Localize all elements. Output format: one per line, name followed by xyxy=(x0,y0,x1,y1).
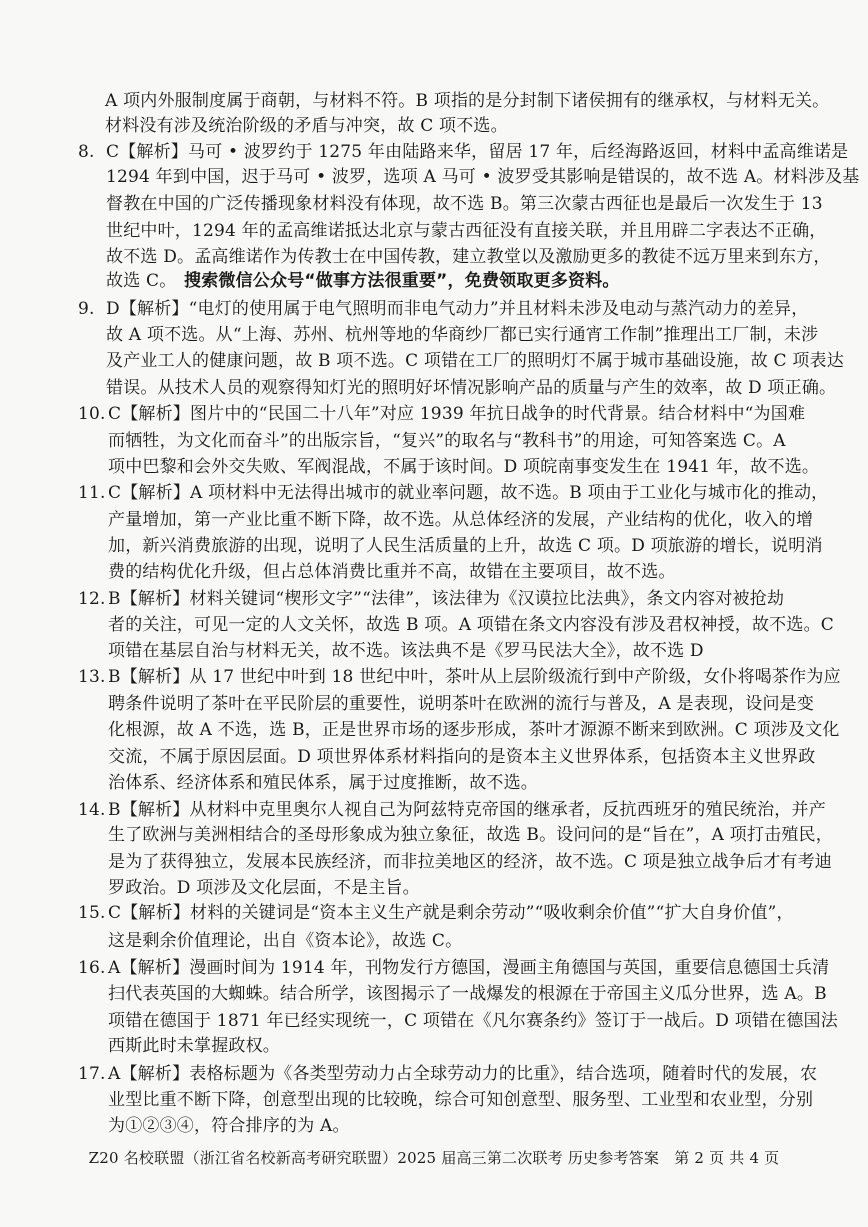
text-line: 1294 年到中国，迟于马可 • 波罗，选项 A 马可 • 波罗受其影响是错误的，故不选 A。材料涉及基 xyxy=(106,167,860,187)
question-number: 12. xyxy=(78,589,106,609)
question-number: 9. xyxy=(78,299,95,319)
text-line: 故 A 项不选。从“上海、苏州、杭州等地的华商纱厂都已实行通宵工作制”推理出工厂制，未涉 xyxy=(106,325,819,345)
text-line: 业型比重不断下降，创意型出现的比较晚，综合可知创意型、服务型、工业型和农业型，分别 xyxy=(108,1090,814,1110)
text-line: 及产业工人的健康问题，故 B 项不选。C 项错在工厂的照明灯不属于城市基础设施，故 C 项表达 xyxy=(106,351,844,371)
text-line: C【解析】A 项材料中无法得出城市的就业率问题，故不选。B 项由于工业化与城市化的推动， xyxy=(108,483,829,503)
text-line: 材料没有涉及统治阶级的矛盾与冲突，故 C 项不选。 xyxy=(105,116,508,136)
text-line: 而牺牲，为文化而奋斗”的出版宗旨，“复兴”的取名与“教科书”的用途，可知答案选 C。A xyxy=(108,431,786,451)
text-line: D【解析】“电灯的使用属于电气照明而非电气动力”并且材料未涉及电动与蒸汽动力的差异， xyxy=(106,299,809,319)
text-line: 这是剩余价值理论，出自《资本论》，故选 C。 xyxy=(108,931,463,951)
text-line: 罗政治。D 项涉及文化层面，不是主旨。 xyxy=(108,878,420,898)
text-line: C【解析】材料的关键词是“资本主义生产就是剩余劳动”“吸收剩余价值”“扩大自身价值”， xyxy=(108,903,794,923)
text-line: A【解析】表格标题为《各类型劳动力占全球劳动力的比重》，结合选项，随着时代的发展，农 xyxy=(108,1064,818,1084)
question-number: 11. xyxy=(78,483,106,503)
question-number: 13. xyxy=(78,667,106,687)
text-line: 交流，不属于原因层面。D 项世界体系材料指向的是资本主义世界体系，包括资本主义世界政 xyxy=(108,747,816,767)
question-number: 17. xyxy=(78,1064,106,1084)
text-line: B【解析】材料关键词“楔形文字”“法律”，该法律为《汉谟拉比法典》，条文内容对被抢劫 xyxy=(108,589,785,609)
text-line: C【解析】图片中的“民国二十八年”对应 1939 年抗日战争的时代背景。结合材料中“为国难 xyxy=(108,404,806,424)
text-line: 督教在中国的广泛传播现象材料没有体现，故不选 B。第三次蒙古西征也是最后一次发生于 13 xyxy=(106,194,823,214)
text-line: B【解析】从 17 世纪中叶到 18 世纪中叶，茶叶从上层阶级流行到中产阶级，女仆将喝茶作为应 xyxy=(108,667,841,687)
question-number: 15. xyxy=(78,903,106,923)
text-line: 治体系、经济体系和殖民体系，属于过度推断，故不选。 xyxy=(108,773,538,793)
page-footer: Z20 名校联盟（浙江省名校新高考研究联盟）2025 届高三第二次联考 历史参考答案 第 2 页 共 4 页 xyxy=(88,1149,780,1167)
question-number: 16. xyxy=(78,958,106,978)
text-line: 产量增加，第一产业比重不断下降，故不选。从总体经济的发展，产业结构的优化，收入的增 xyxy=(108,510,814,530)
text-line: 故选 C。 xyxy=(106,271,177,291)
text-line: 项错在基层自治与材料无关，故不选。该法典不是《罗马民法大全》，故不选 D xyxy=(108,641,704,661)
question-number: 10. xyxy=(78,404,106,424)
text-line: 费的结构优化升级，但占总体消费比重并不高，故错在主要项目，故不选。 xyxy=(108,562,676,582)
text-line: 错误。从技术人员的观察得知灯光的照明好坏情况影响产品的质量与产生的效率，故 D 项正确。 xyxy=(106,378,837,398)
text-line: C【解析】马可 • 波罗约于 1275 年由陆路来华，留居 17 年，后经海路返回，材料中孟高维诺是 xyxy=(106,142,849,162)
text-line: 世纪中叶，1294 年的孟高维诺抵达北京与蒙古西征没有直接关联，并且用辟二字表达不正确， xyxy=(106,221,827,241)
text-line: 为①②③④，符合排序的为 A。 xyxy=(108,1116,350,1136)
text-line: B【解析】从材料中克里奥尔人视自己为阿兹特克帝国的继承者，反抗西班牙的殖民统治，并产 xyxy=(108,800,826,820)
question-number: 8. xyxy=(78,142,95,162)
text-line: 项错在德国于 1871 年已经实现统一，C 项错在《凡尔赛条约》签订于一战后。D 项错在德国法 xyxy=(108,1011,838,1031)
text-line: 西斯此时未掌握政权。 xyxy=(108,1036,280,1056)
text-line: 聘条件说明了茶叶在平民阶层的重要性，说明茶叶在欧洲的流行与普及，A 是表现，设问是变 xyxy=(108,694,815,714)
text-line: 生了欧洲与美洲相结合的圣母形象成为独立象征，故选 B。设问问的是“旨在”，A 项打击殖民， xyxy=(108,825,833,845)
text-line: 项中巴黎和会外交失败、军阀混战，不属于该时间。D 项皖南事变发生在 1941 年，故不选。 xyxy=(108,457,820,477)
text-line: A【解析】漫画时间为 1914 年，刊物发行方德国，漫画主角德国与英国，重要信息德国士兵清 xyxy=(108,958,830,978)
text-line: 故不选 D。孟高维诺作为传教士在中国传教，建立教堂以及激励更多的教徒不远万里来到东方， xyxy=(106,247,831,267)
text-line: 加，新兴消费旅游的出现，说明了人民生活质量的上升，故选 C 项。D 项旅游的增长，说明消 xyxy=(108,536,823,556)
promo-line: 搜索微信公众号“做事方法很重要”，免费领取更多资料。 xyxy=(184,271,620,291)
text-line: 者的关注，可见一定的人文关怀，故选 B 项。A 项错在条文内容没有涉及君权神授，故不选。C xyxy=(108,615,834,635)
text-line: 是为了获得独立，发展本民族经济，而非拉美地区的经济，故不选。C 项是独立战争后才有考迪 xyxy=(108,852,833,872)
text-line: A 项内外服制度属于商朝，与材料不符。B 项指的是分封制下诸侯拥有的继承权，与材料无关。 xyxy=(105,91,830,111)
text-line: 化根源，故 A 不选，选 B，正是世界市场的逐步形成，茶叶才源源不断来到欧洲。C 项涉及文化 xyxy=(108,720,840,740)
text-line: 扫代表英国的大蜘蛛。结合所学，该图揭示了一战爆发的根源在于帝国主义瓜分世界，选 A。B xyxy=(108,984,827,1004)
question-number: 14. xyxy=(78,800,106,820)
